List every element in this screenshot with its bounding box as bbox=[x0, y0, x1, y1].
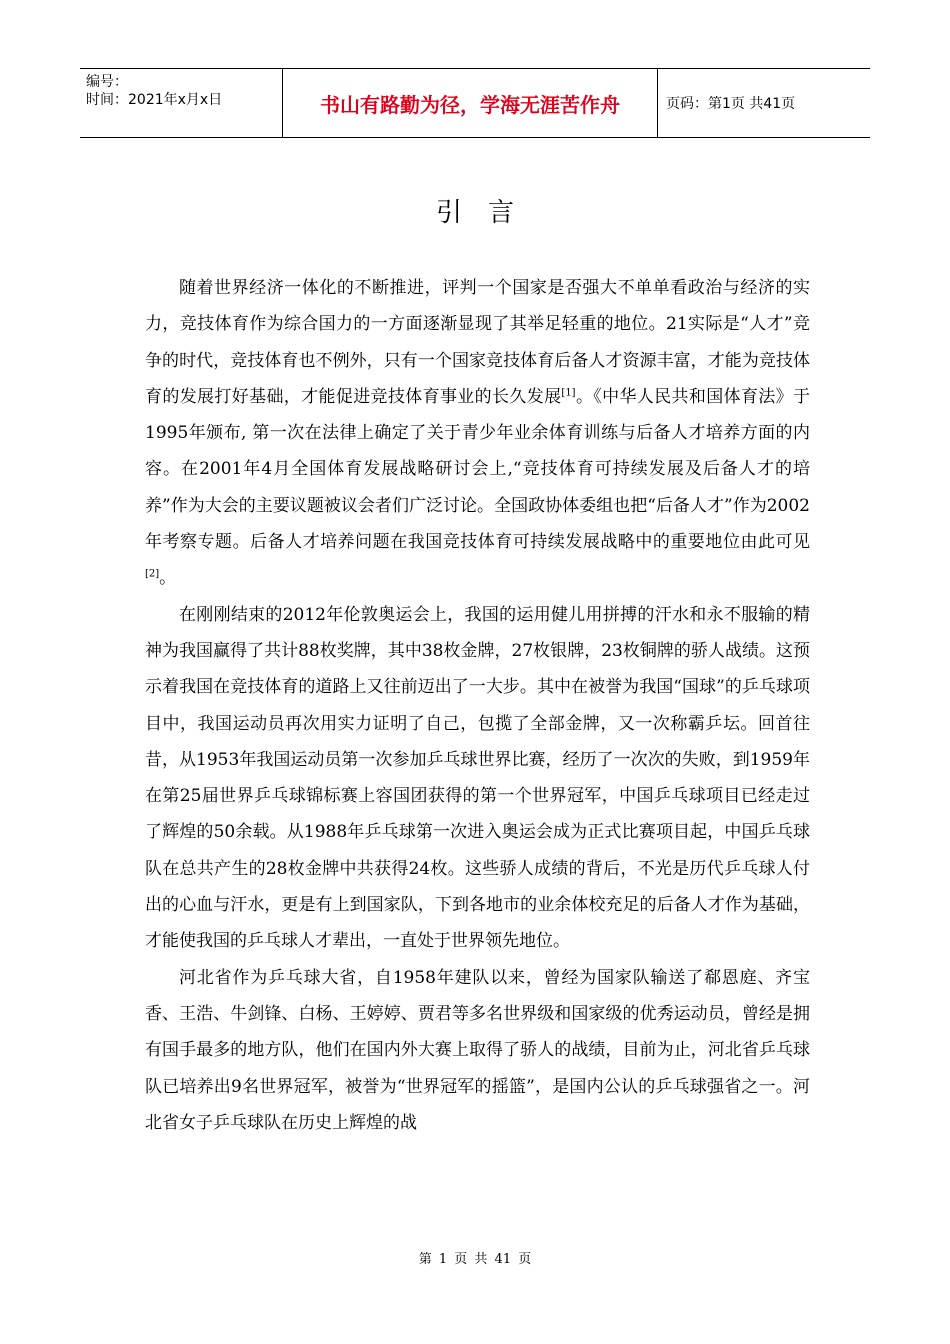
paragraph-2 bbox=[145, 597, 810, 960]
citation-2: [2] bbox=[145, 568, 160, 580]
paragraph-text: 。 bbox=[159, 568, 177, 589]
paragraph-text: 随着世界经济一体化的不断推进，评判一个国家是否强大不单单看政治与经济的实力，竞技体育作为综合国力的一方面逐渐显现了其举足轻重的地位。21实际是“人才”竞争的时代，竞技体育也不例外，只有一个国家竞技体育后备人才资源丰富，才能为竞技体育的发展打好基础，才能促进竞技体育事业的长久发展 bbox=[145, 278, 810, 407]
code-label: 编号： bbox=[86, 74, 128, 90]
paragraph-3 bbox=[145, 960, 810, 1141]
page-title: 引言 bbox=[435, 198, 540, 228]
paragraph-text: 。《中华人民共和国体育法》于1995年颁布, 第一次在法律上确定了关于青少年业余体育训练与后备人才培养方面的内容。在2001年4月全国体育发展战略研讨会上,“竞技体育可持续发展及后备人才的培养”作为大会的主要议题被议会者们广泛讨论。全国政协体委组也把“后备人才”作为2002年考察专题。后备人才培养问题在我国竞技体育可持续发展战略中的重要地位由此可见 bbox=[145, 386, 811, 553]
time-label: 时间：2021年x月x日 bbox=[86, 92, 223, 108]
page-header bbox=[80, 68, 870, 138]
header-left-cell bbox=[80, 69, 282, 137]
motto: 书山有路勤为径，学海无涯苦作舟 bbox=[282, 69, 658, 137]
citation-1: [1] bbox=[561, 387, 576, 399]
page-number-label: 页码：第1页 共41页 bbox=[666, 96, 796, 112]
body-text bbox=[145, 270, 810, 1141]
paragraph-text: 河北省作为乒乓球大省，自1958年建队以来，曾经为国家队输送了郗恩庭、齐宝香、王浩、牛剑锋、白杨、王婷婷、贾君等多名世界级和国家级的优秀运动员，曾经是拥有国手最多的地方队，他们在国内外大赛上取得了骄人的战绩，目前为止，河北省乒乓球队已培养出9名世界冠军，被誉为“世界冠军的摇篮”，是国内公认的乒乓球强省之一。河北省女子乒乓球队在历史上辉煌的战 bbox=[145, 967, 810, 1133]
paragraph-text: 在刚刚结束的2012年伦敦奥运会上，我国的运用健儿用拼搏的汗水和永不服输的精神为我国赢得了共计88枚奖牌，其中38枚金牌，27枚银牌，23枚铜牌的骄人战绩。这预示着我国在竞技体育的道路上又往前迈出了一大步。其中在被誉为我国“国球”的乒乓球项目中，我国运动员再次用实力证明了自己，包揽了全部金牌，又一次称霸乒坛。回首往昔，从1953年我国运动员第一次参加乒乓球世界比赛，经历了一次次的失败，到1959年在第25届世界乒乓球锦标赛上容国团获得的第一个世界冠军，中国乒乓球项目已经走过了辉煌的50余载。从1988年乒乓球第一次进入奥运会成为正式比赛项目起，中国乒乓球队在总共产生的28枚金牌中共获得24枚。这些骄人成绩的背后，不光是历代乒乓球人付出的心血与汗水，更是有上到国家队，下到各地市的业余体校充足的后备人才作为基础，才能使我国的乒乓球人才辈出，一直处于世界领先地位。 bbox=[145, 604, 810, 952]
page-footer: 第 1 页 共 41 页 bbox=[418, 1252, 532, 1267]
paragraph-1 bbox=[145, 270, 810, 597]
